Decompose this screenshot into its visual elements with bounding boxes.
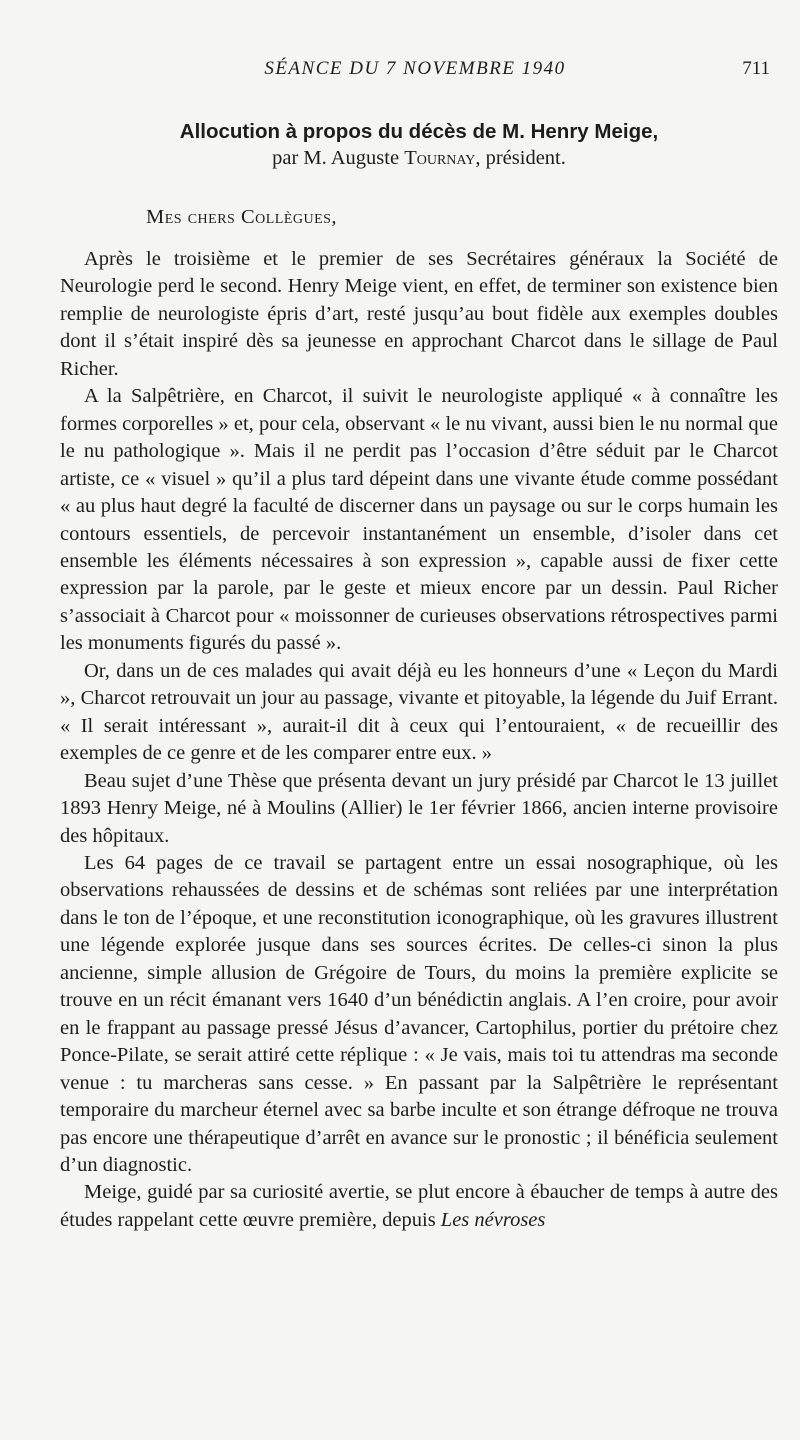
byline-prefix: par M. Auguste (272, 147, 405, 169)
paragraph: Or, dans un de ces malades qui avait déjà eu les honneurs d’une « Leçon du Mardi », Charcot retrouvait un jour au passage, vivante et pitoyable, la légende du Juif Errant. « Il serait intéressant », aurait-il dit à ceux qui l’entouraient, « de recueillir des exemples de ce genre et de les comparer entre eux. » (60, 659, 778, 765)
paragraph-last (60, 1179, 778, 1234)
paragraph-last-text: Meige, guidé par sa curiosité avertie, se plut encore à ébaucher de temps à autre des études rappelant cette œuvre première, depuis (60, 1181, 778, 1231)
article-title: Allocution à propos du décès de M. Henry Meige, (179, 120, 659, 143)
salutation: Mes chers Collègues, (146, 206, 338, 228)
page-number: 711 (742, 58, 770, 79)
article-byline (60, 145, 778, 172)
author-name: Tournay (404, 147, 476, 169)
article-body (60, 246, 778, 1234)
paragraph: Les 64 pages de ce travail se partagent entre un essai nosographique, où les observations rehaussées de dessins et de schémas sont reliées par une interprétation dans le ton de l’époque, et une reconstitution iconographique, où les gravures illustrent une légende explorée jusque dans ses sources écrites. De celles-ci sinon la plus ancienne, simple allusion de Grégoire de Tours, du moins la première explicite se trouve en un récit émanant vers 1640 d’un bénédictin anglais. A l’en croire, pour avoir en le frappant au passage pressé Jésus d’avancer, Cartophilus, portier du prétoire chez Ponce-Pilate, se serait attiré cette réplique : « Je vais, mais toi tu attendras ma seconde venue : tu marcheras sans cesse. » En passant par la Salpêtrière le représentant temporaire du marcheur éternel avec sa barbe inculte et son étrange défroque ne trouva pas encore une thérapeutique d’arrêt en avance sur le pronostic ; il bénéficia seulement d’un diagnostic. (60, 851, 778, 1176)
running-head-title: SÉANCE DU 7 NOVEMBRE 1940 (264, 58, 566, 79)
book-title: Les névroses (440, 1208, 546, 1231)
running-head (60, 58, 770, 82)
article-heading (60, 118, 778, 172)
paragraph: A la Salpêtrière, en Charcot, il suivit le neurologiste appliqué « à connaître les formes corporelles » et, pour cela, observant « le nu vivant, aussi bien le nu normal que le nu pathologique ». Mais il ne perdit pas l’occasion d’être séduit par le Charcot artiste, ce « visuel » qu’il a plus tard dépeint dans une vivante étude comme possédant « au plus haut degré la faculté de discerner dans un paysage ou sur le corps humain les contours essentiels, de percevoir instantanément un ensemble, d’isoler dans cet ensemble les éléments nécessaires à son expression », capable aussi de fixer cette expression par la parole, par le geste et mieux encore par un dessin. Paul Richer s’associait à Charcot pour « moissonner de curieuses observations rétrospectives parmi les monuments figurés du passé ». (60, 385, 778, 655)
byline-suffix: , président. (475, 147, 566, 169)
paragraph: Après le troisième et le premier de ses Secrétaires généraux la Société de Neurologie perd le second. Henry Meige vient, en effet, de terminer son existence bien remplie de neurologiste épris d’art, resté jusqu’au bout fidèle aux exemples doubles dont il s’était inspiré dès sa jeunesse en approchant Charcot dans le sillage de Paul Richer. (60, 248, 778, 380)
paragraph: Beau sujet d’une Thèse que présenta devant un jury présidé par Charcot le 13 juillet 1893 Henry Meige, né à Moulins (Allier) le 1er février 1866, ancien interne provisoire des hôpitaux. (60, 769, 778, 847)
